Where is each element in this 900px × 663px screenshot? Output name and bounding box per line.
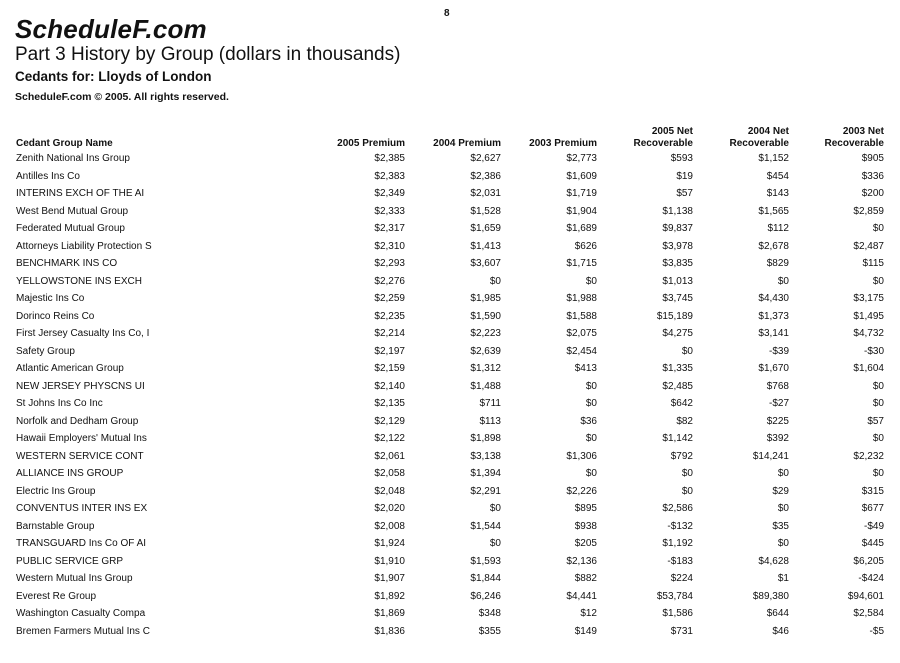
value-cell: $1,898 [470, 433, 501, 444]
value-cell: $792 [670, 450, 693, 462]
table-row [14, 518, 888, 536]
value-cell: $2,584 [853, 608, 884, 619]
table-row [14, 553, 888, 571]
column-header: Cedant Group Name [16, 138, 113, 149]
column-header: 2003 Premium [529, 138, 597, 149]
value-cell: $2,639 [470, 345, 501, 357]
value-cell: $2,349 [374, 188, 405, 199]
brand-title: ScheduleF.com [15, 14, 207, 44]
cedant-name-cell: Safety Group [16, 345, 75, 357]
column-header: 2004 Premium [433, 138, 501, 149]
value-cell: $0 [872, 433, 884, 444]
value-cell: $0 [872, 468, 884, 479]
column-header: 2003 Net Recoverable [824, 126, 884, 149]
table-row [14, 308, 888, 326]
value-cell: $1,586 [662, 608, 693, 619]
value-cell: $1,495 [853, 310, 884, 322]
table-row [14, 413, 888, 431]
value-cell: $15,189 [656, 310, 693, 322]
cedant-name-cell: Western Mutual Ins Group [16, 573, 133, 584]
table-row [14, 290, 888, 308]
table-row [14, 168, 888, 186]
value-cell: $1,373 [758, 310, 789, 322]
value-cell: $2,058 [374, 468, 405, 479]
value-cell: $57 [676, 188, 693, 199]
value-cell: $115 [862, 258, 884, 269]
value-cell: $0 [681, 468, 693, 479]
value-cell: $3,175 [853, 293, 884, 304]
table-row [14, 378, 888, 396]
value-cell: $1,910 [374, 555, 405, 567]
value-cell: $149 [574, 625, 597, 637]
value-cell: $57 [867, 415, 884, 427]
cedant-name-cell: NEW JERSEY PHYSCNS UI [16, 380, 145, 392]
value-cell: $2,197 [374, 345, 405, 357]
table-row [14, 605, 888, 623]
value-cell: $2,276 [374, 275, 405, 287]
value-cell: $2,454 [566, 345, 597, 357]
value-cell: $1,013 [662, 275, 693, 287]
value-cell: $2,226 [566, 485, 597, 497]
value-cell: $1,590 [470, 310, 501, 322]
value-cell: $0 [681, 485, 693, 497]
cedant-name-cell: West Bend Mutual Group [16, 205, 129, 217]
table-row [14, 623, 888, 641]
value-cell: $19 [676, 170, 693, 182]
table-row [14, 570, 888, 588]
cedant-name-cell: BENCHMARK INS CO [16, 258, 118, 269]
value-cell: $3,141 [758, 328, 789, 339]
value-cell: $36 [580, 415, 597, 427]
value-cell: $2,293 [374, 258, 405, 269]
value-cell: $2,383 [374, 170, 405, 182]
value-cell: -$424 [858, 573, 884, 584]
value-cell: $2,129 [374, 415, 405, 427]
value-cell: $1,142 [662, 433, 693, 444]
table-row [14, 588, 888, 606]
value-cell: $0 [681, 345, 693, 357]
column-header: 2005 Net Recoverable [633, 126, 693, 149]
cedant-name-cell: Washington Casualty Compa [16, 608, 146, 619]
cedant-name-cell: Attorneys Liability Protection S [16, 240, 152, 252]
value-cell: $2,259 [374, 293, 405, 304]
value-cell: $1 [777, 573, 789, 584]
cedant-name-cell: YELLOWSTONE INS EXCH [16, 275, 142, 287]
cedant-name-cell: WESTERN SERVICE CONT [16, 450, 144, 462]
value-cell: -$49 [863, 520, 884, 532]
value-cell: $768 [766, 380, 789, 392]
value-cell: $6,246 [470, 590, 501, 602]
table-row [14, 500, 888, 518]
value-cell: $2,487 [853, 240, 884, 252]
value-cell: $731 [670, 625, 693, 637]
value-cell: $0 [489, 503, 501, 514]
value-cell: $711 [479, 398, 501, 409]
value-cell: $1,413 [470, 240, 501, 252]
value-cell: $200 [861, 188, 884, 199]
table-row [14, 360, 888, 378]
table-header-row [14, 120, 888, 150]
table-row [14, 448, 888, 466]
value-cell: $1,544 [470, 520, 501, 532]
value-cell: $644 [766, 608, 789, 619]
value-cell: $1,192 [662, 538, 693, 549]
value-cell: $4,628 [758, 555, 789, 567]
value-cell: $1,528 [470, 205, 501, 217]
value-cell: $1,869 [374, 608, 405, 619]
value-cell: $12 [580, 608, 597, 619]
value-cell: $2,310 [374, 240, 405, 252]
value-cell: $2,159 [374, 363, 405, 374]
value-cell: -$30 [863, 345, 884, 357]
value-cell: $0 [777, 538, 789, 549]
table-row [14, 185, 888, 203]
table-row [14, 255, 888, 273]
value-cell: $355 [478, 625, 501, 637]
value-cell: $2,773 [566, 153, 597, 164]
value-cell: $112 [767, 223, 789, 234]
value-cell: $1,609 [566, 170, 597, 182]
value-cell: -$39 [768, 345, 789, 357]
value-cell: $1,335 [662, 363, 693, 374]
value-cell: $0 [585, 380, 597, 392]
value-cell: $2,061 [374, 450, 405, 462]
value-cell: $2,136 [566, 555, 597, 567]
value-cell: $0 [777, 275, 789, 287]
value-cell: $2,031 [470, 188, 501, 199]
value-cell: $1,904 [566, 205, 597, 217]
value-cell: $2,075 [566, 328, 597, 339]
table-body [14, 150, 888, 640]
cedant-name-cell: CONVENTUS INTER INS EX [16, 503, 148, 514]
value-cell: $35 [772, 520, 789, 532]
value-cell: $882 [574, 573, 597, 584]
value-cell: $895 [574, 503, 597, 514]
value-cell: $1,152 [758, 153, 789, 164]
value-cell: $2,232 [853, 450, 884, 462]
value-cell: $3,745 [662, 293, 693, 304]
cedants-label: Cedants for: Lloyds of London [15, 69, 212, 84]
cedant-name-cell: Barnstable Group [16, 520, 95, 532]
cedant-name-cell: Federated Mutual Group [16, 223, 125, 234]
value-cell: $1,670 [758, 363, 789, 374]
value-cell: $9,837 [662, 223, 693, 234]
table-row [14, 203, 888, 221]
cedant-name-cell: INTERINS EXCH OF THE AI [16, 188, 145, 199]
value-cell: $0 [872, 398, 884, 409]
value-cell: $413 [574, 363, 597, 374]
value-cell: $2,008 [374, 520, 405, 532]
value-cell: $2,678 [758, 240, 789, 252]
value-cell: $0 [872, 223, 884, 234]
cedant-name-cell: Antilles Ins Co [16, 170, 80, 182]
value-cell: $3,835 [662, 258, 693, 269]
value-cell: $143 [766, 188, 789, 199]
value-cell: $4,732 [853, 328, 884, 339]
value-cell: $4,441 [566, 590, 597, 602]
value-cell: $2,122 [374, 433, 405, 444]
cedant-name-cell: ALLIANCE INS GROUP [16, 468, 124, 479]
cedant-name-cell: Bremen Farmers Mutual Ins C [16, 625, 150, 637]
value-cell: $1,892 [374, 590, 405, 602]
value-cell: $1,588 [566, 310, 597, 322]
value-cell: $2,386 [470, 170, 501, 182]
value-cell: $2,333 [374, 205, 405, 217]
value-cell: $0 [585, 433, 597, 444]
value-cell: $113 [479, 415, 501, 427]
table-row [14, 483, 888, 501]
table-row [14, 465, 888, 483]
cedant-name-cell: TRANSGUARD Ins Co OF AI [16, 538, 147, 549]
value-cell: $1,924 [374, 538, 405, 549]
value-cell: $0 [489, 275, 501, 287]
value-cell: $3,138 [470, 450, 501, 462]
value-cell: $0 [777, 468, 789, 479]
value-cell: $392 [766, 433, 789, 444]
value-cell: -$183 [667, 555, 693, 567]
value-cell: $593 [670, 153, 693, 164]
table-row [14, 273, 888, 291]
value-cell: -$5 [869, 625, 884, 637]
table-row [14, 150, 888, 168]
value-cell: $1,312 [470, 363, 501, 374]
cedant-name-cell: St Johns Ins Co Inc [16, 398, 103, 409]
value-cell: $677 [861, 503, 884, 514]
value-cell: $2,317 [374, 223, 405, 234]
history-table [14, 120, 888, 640]
value-cell: $2,135 [374, 398, 405, 409]
value-cell: $2,048 [374, 485, 405, 497]
cedant-name-cell: Majestic Ins Co [16, 293, 85, 304]
cedant-name-cell: Atlantic American Group [16, 363, 124, 374]
cedant-name-cell: Zenith National Ins Group [16, 153, 130, 164]
value-cell: $205 [574, 538, 597, 549]
column-header: 2005 Premium [337, 138, 405, 149]
value-cell: $1,604 [853, 363, 884, 374]
value-cell: $0 [489, 538, 501, 549]
table-row [14, 325, 888, 343]
value-cell: $1,565 [758, 205, 789, 217]
value-cell: $829 [766, 258, 789, 269]
value-cell: $2,485 [662, 380, 693, 392]
table-row [14, 395, 888, 413]
value-cell: $1,488 [470, 380, 501, 392]
value-cell: $336 [861, 170, 884, 182]
value-cell: $445 [861, 538, 884, 549]
value-cell: $1,844 [470, 573, 501, 584]
value-cell: $1,659 [470, 223, 501, 234]
value-cell: $3,607 [470, 258, 501, 269]
table-row [14, 535, 888, 553]
value-cell: $2,586 [662, 503, 693, 514]
value-cell: $0 [585, 275, 597, 287]
value-cell: $53,784 [656, 590, 693, 602]
value-cell: $1,593 [470, 555, 501, 567]
value-cell: $0 [585, 468, 597, 479]
value-cell: $1,836 [374, 625, 405, 637]
report-subtitle: Part 3 History by Group (dollars in thousands) [15, 44, 401, 65]
value-cell: $2,627 [470, 153, 501, 164]
value-cell: $1,988 [566, 293, 597, 304]
page-number: 8 [444, 8, 450, 19]
table-row [14, 343, 888, 361]
value-cell: $46 [772, 625, 789, 637]
cedant-name-cell: PUBLIC SERVICE GRP [16, 555, 124, 567]
value-cell: $454 [766, 170, 789, 182]
cedant-name-cell: First Jersey Casualty Ins Co, I [16, 328, 150, 339]
cedant-name-cell: Norfolk and Dedham Group [16, 415, 139, 427]
value-cell: $1,719 [566, 188, 597, 199]
cedant-name-cell: Everest Re Group [16, 590, 97, 602]
value-cell: $2,291 [470, 485, 501, 497]
value-cell: $348 [478, 608, 501, 619]
value-cell: $0 [777, 503, 789, 514]
value-cell: $2,020 [374, 503, 405, 514]
value-cell: $4,430 [758, 293, 789, 304]
column-header: 2004 Net Recoverable [729, 126, 789, 149]
cedant-name-cell: Electric Ins Group [16, 485, 96, 497]
value-cell: $1,907 [374, 573, 405, 584]
value-cell: $1,985 [470, 293, 501, 304]
value-cell: $1,138 [662, 205, 693, 217]
table-row [14, 430, 888, 448]
value-cell: $626 [574, 240, 597, 252]
value-cell: $315 [861, 485, 884, 497]
value-cell: $1,689 [566, 223, 597, 234]
value-cell: $2,140 [374, 380, 405, 392]
value-cell: $2,214 [374, 328, 405, 339]
value-cell: $2,235 [374, 310, 405, 322]
value-cell: $1,394 [470, 468, 501, 479]
value-cell: $0 [585, 398, 597, 409]
value-cell: $2,385 [374, 153, 405, 164]
value-cell: $89,380 [752, 590, 789, 602]
table-row [14, 238, 888, 256]
value-cell: $225 [766, 415, 789, 427]
value-cell: $1,306 [566, 450, 597, 462]
value-cell: -$27 [768, 398, 789, 409]
value-cell: $29 [772, 485, 789, 497]
value-cell: $0 [872, 380, 884, 392]
value-cell: $4,275 [662, 328, 693, 339]
value-cell: $94,601 [847, 590, 884, 602]
value-cell: $0 [872, 275, 884, 287]
value-cell: $6,205 [853, 555, 884, 567]
value-cell: $3,978 [662, 240, 693, 252]
value-cell: $14,241 [752, 450, 789, 462]
cedant-name-cell: Hawaii Employers' Mutual Ins [16, 433, 147, 444]
value-cell: $642 [670, 398, 693, 409]
cedant-name-cell: Dorinco Reins Co [16, 310, 95, 322]
value-cell: $82 [676, 415, 693, 427]
value-cell: $2,859 [853, 205, 884, 217]
table-row [14, 220, 888, 238]
value-cell: $224 [670, 573, 693, 584]
copyright-notice: ScheduleF.com © 2005. All rights reserved. [15, 91, 229, 103]
value-cell: $1,715 [566, 258, 597, 269]
value-cell: $905 [861, 153, 884, 164]
value-cell: -$132 [667, 520, 693, 532]
value-cell: $2,223 [470, 328, 501, 339]
value-cell: $938 [574, 520, 597, 532]
